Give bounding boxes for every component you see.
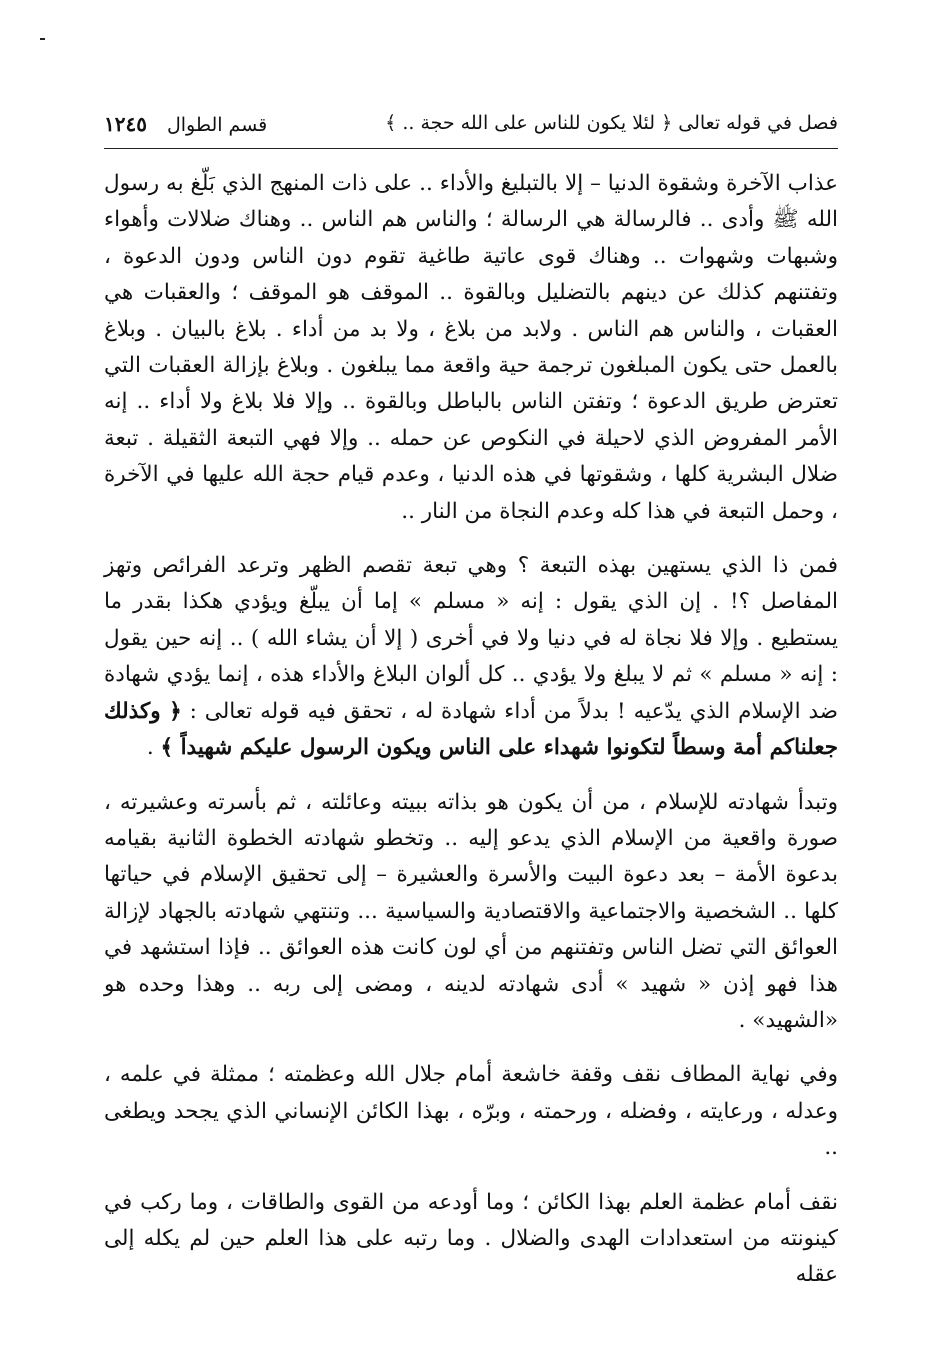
paragraph-2-tail: . <box>146 735 161 761</box>
chapter-title: فصل في قوله تعالى ﴿ لئلا يكون للناس على الله حجة .. ﴾ <box>385 112 838 134</box>
paragraph-2-text: فمن ذا الذي يستهين بهذه التبعة ؟ وهي تبعة تقصم الظهر وترعد الفرائص وتهز المفاصل ؟! . إن الذي يقول : إنه « مسلم » إما أن يبلّغ ويؤدي هكذا بقدر ما يستطيع . وإلا فلا نجاة له في دنيا ولا في أخرى ( إلا أن يشاء الله ) .. إنه حين يقول : إنه « مسلم » ثم لا يبلغ ولا يؤدي .. كل ألوان البلاغ والأداء هذه ، إنما يؤدي شهادة ضد الإسلام الذي يدّعيه ! بدلاً من أداء شهادة له ، تحقق فيه قوله تعالى : <box>104 553 838 724</box>
paragraph-1: عذاب الآخرة وشقوة الدنيا – إلا بالتبليغ والأداء .. على ذات المنهج الذي بَلّغ به رسول الله ﷺ وأدى .. فالرسالة هي الرسالة ؛ والناس هم الناس .. وهناك ضلالات وأهواء وشبهات وشهوات .. وهناك قوى عاتية طاغية تقوم دون الناس ودون الدعوة ، وتفتنهم كذلك عن دينهم بالتضليل وبالقوة .. الموقف هو الموقف ؛ والعقبات هي العقبات ، والناس هم الناس . ولابد من بلاغ ، ولا بد من أداء . بلاغ بالبيان . وبلاغ بالعمل حتى يكون المبلغون ترجمة حية واقعة مما يبلغون . وبلاغ بإزالة العقبات التي تعترض طريق الدعوة ؛ وتفتن الناس بالباطل وبالقوة .. وإلا فلا بلاغ ولا أداء .. إنه الأمر المفروض الذي لاحيلة في النكوص عن حمله .. وإلا فهي التبعة الثقيلة . تبعة ضلال البشرية كلها ، وشقوتها في هذه الدنيا ، وعدم قيام حجة الله عليها في الآخرة ، وحمل التبعة في هذا كله وعدم النجاة من النار .. <box>104 171 838 524</box>
paragraph-4: وفي نهاية المطاف نقف وقفة خاشعة أمام جلال الله وعظمته ؛ ممثلة في علمه ، وعدله ، ورعايته ، وفضله ، ورحمته ، وبرّه ، بهذا الكائن الإنساني الذي يجحد ويطغى .. <box>104 1062 838 1161</box>
paragraph-3: وتبدأ شهادته للإسلام ، من أن يكون هو بذاته ببيته وعائلته ، ثم بأسرته وعشيرته ، صورة واقعية من الإسلام الذي يدعو إليه .. وتخطو شهادته الخطوة الثانية بقيامه بدعوة الأمة – بعد دعوة البيت والأسرة والعشيرة – إلى تحقيق الإسلام في حياتها كلها .. الشخصية والاجتماعية والاقتصادية والسياسية ... وتنتهي شهادته بالجهاد لإزالة العوائق التي تضل الناس وتفتنهم من أي لون كانت هذه العوائق .. فإذا استشهد في هذا فهو إذن « شهيد » أدى شهادته لدينه ، ومضى إلى ربه .. وهذا وحده هو «الشهيد» . <box>104 789 838 1033</box>
paragraph-5: نقف أمام عظمة العلم بهذا الكائن ؛ وما أودعه من القوى والطاقات ، وما ركب في كينونته من استعدادات الهدى والضلال . وما رتبه على هذا العلم حين لم يكله إلى عقله <box>104 1189 838 1288</box>
body-text <box>104 166 838 1312</box>
running-header <box>104 112 838 149</box>
paragraph-2 <box>104 548 838 766</box>
section-title: قسم الطوال <box>166 114 268 136</box>
page-number: ١٢٤٥ <box>104 112 147 136</box>
section-title-and-page <box>104 112 267 136</box>
page-corner-mark <box>40 38 45 40</box>
quran-verse: ﴿ وكذلك جعلناكم أمة وسطاً لتكونوا شهداء على الناس ويكون الرسول عليكم شهيداً ﴾ <box>104 698 838 761</box>
